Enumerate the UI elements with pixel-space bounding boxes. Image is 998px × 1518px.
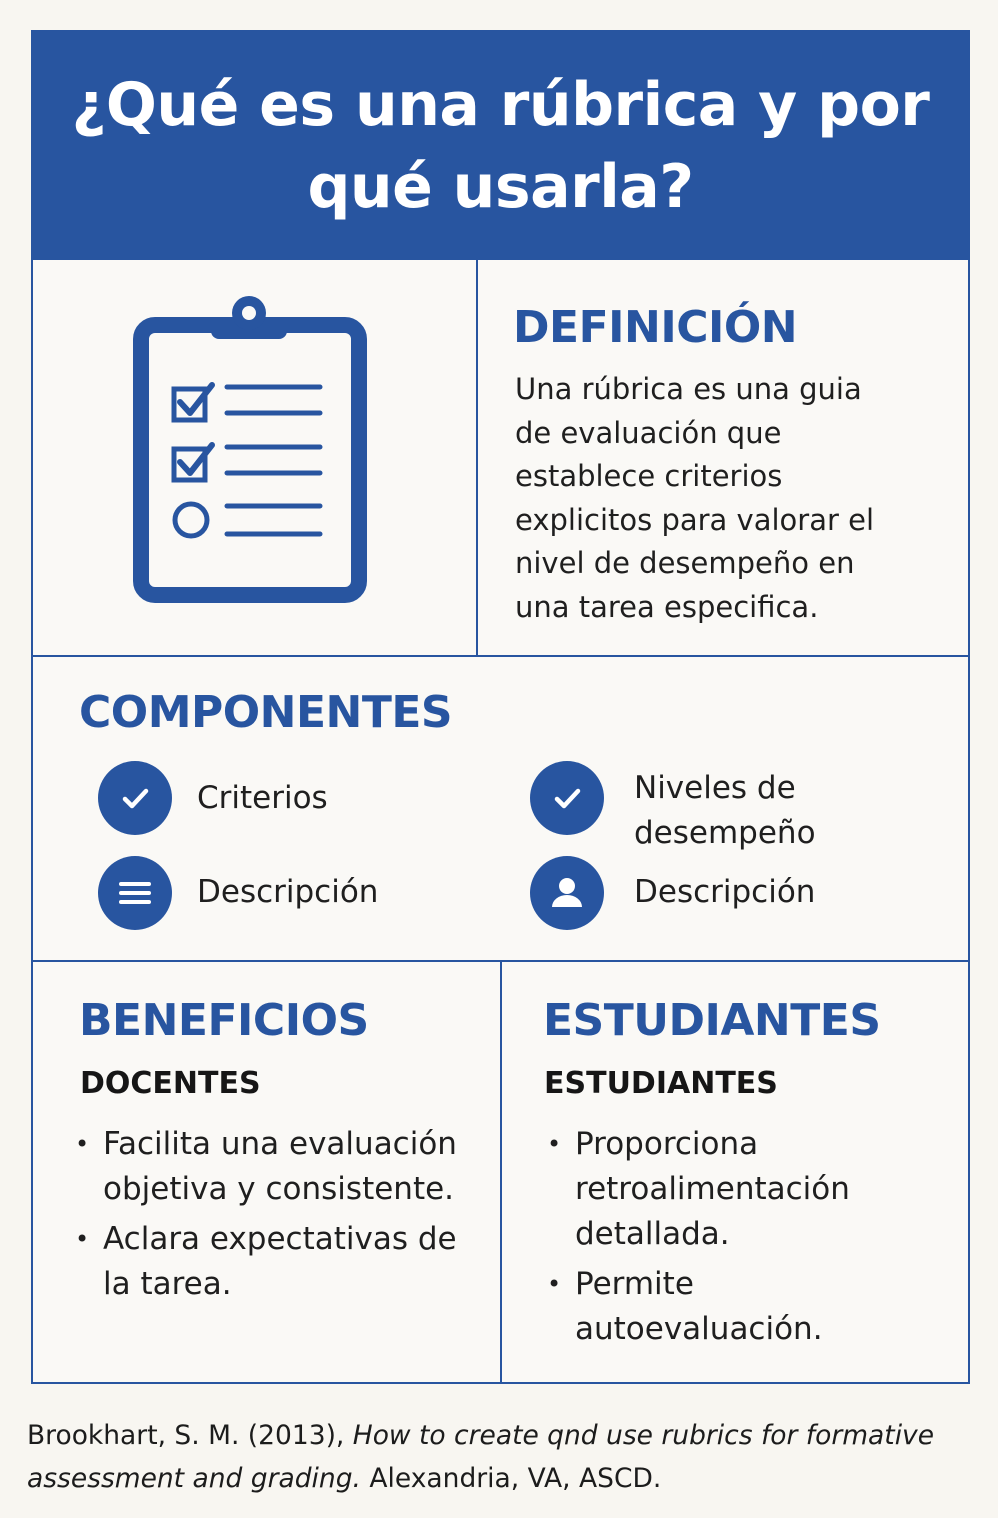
component-label-descripcion: Descripción [197,874,379,910]
students-subtitle: ESTUDIANTES [544,1066,778,1101]
benefits-list [75,1122,495,1312]
page-title: ¿Qué es una rúbrica y por qué usarla? [71,70,930,222]
students-title: ESTUDIANTES [543,995,881,1046]
clipboard-checklist-icon [133,292,369,604]
benefits-subtitle: DOCENTES [80,1066,261,1101]
definition-line: nivel de desempeño en [515,546,855,580]
divider [33,655,968,657]
list-item: • Proporciona retroalimentación detallada. [547,1122,947,1257]
list-item: • Facilita una evaluación objetiva y consistente. [75,1122,495,1212]
students-list [547,1122,947,1357]
citation-author: Brookhart, S. M. (2013), [27,1420,345,1451]
check-circle-icon [98,761,172,835]
definition-line: Una rúbrica es una guia [515,372,862,406]
definition-line: de evaluación que [515,415,782,450]
divider [500,960,502,1384]
definition-line: una tarea especifica. [515,589,819,624]
list-lines-icon [98,856,172,930]
citation-title: How to create qnd use rubrics for formative assessment and grading. [27,1420,935,1494]
citation-publisher: Alexandria, VA, ASCD. [369,1463,662,1494]
definition-text [515,368,955,629]
definition-line: establece criterios [515,459,783,493]
component-label-niveles: Niveles de desempeño [634,770,816,851]
divider [476,260,478,656]
check-circle-icon [530,761,604,835]
user-icon [530,856,604,930]
component-label-criterios: Criterios [197,780,328,816]
header-banner [33,32,968,260]
infographic-frame [31,30,970,1384]
definition-title: DEFINICIÓN [513,302,798,353]
definition-line: explicitos para valorar el [515,502,875,537]
benefits-title: BENEFICIOS [79,995,369,1046]
list-item: • Permite autoevaluación. [547,1262,947,1352]
component-label-descripcion-2: Descripción [634,874,816,910]
components-title: COMPONENTES [79,687,453,738]
list-item: • Aclara expectativas de la tarea. [75,1217,495,1307]
citation [27,1414,972,1500]
